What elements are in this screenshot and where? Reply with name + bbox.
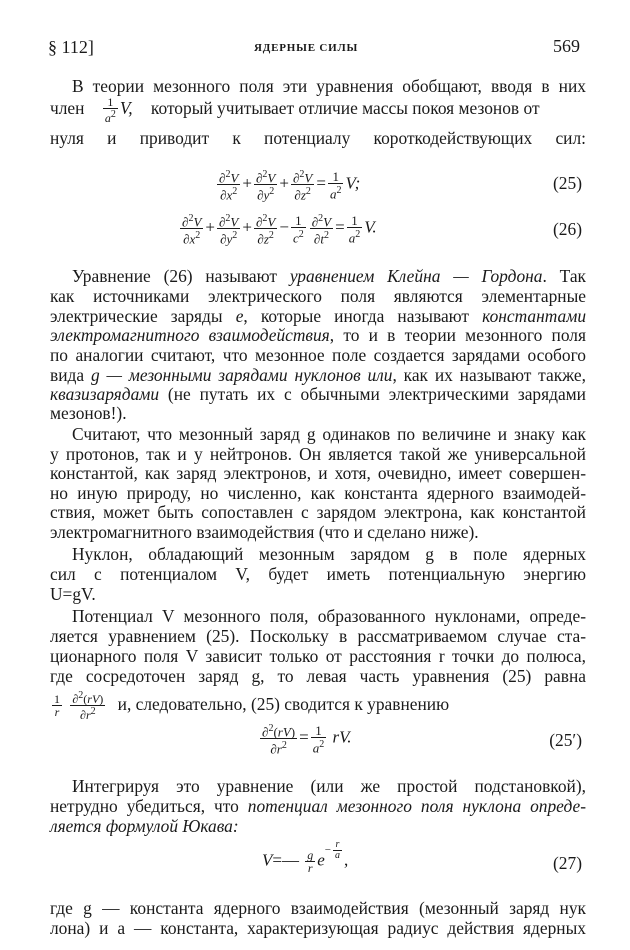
fraction: $\frac{\partial^2(rV)}{\partial r^2}$: [72, 690, 104, 722]
text-line: ционарного поля V зависит только от расстояния r точки до полюса,: [50, 646, 586, 666]
text-line: где g — константа ядерного взаимодействия (мезонный заряд нук: [50, 898, 586, 918]
text-line: В теории мезонного поля эти уравнения обобщают, вводя в них: [72, 76, 586, 96]
text-line: по аналогии считают, что мезонное поле создается зарядами особого: [50, 345, 586, 365]
text-line: ствия, может быть сопоставлен с зарядом электрона, как константой: [50, 502, 586, 522]
text-line: Потенциал V мезонного поля, образованного нуклонами, опреде-: [72, 606, 586, 626]
equation-27: V=— $\frac{g}{r}$ $e^{- \frac{r}{a}}$ ,: [262, 839, 349, 876]
text-line: сил с потенциалом V, будет иметь потенциальную энергию: [50, 564, 586, 584]
equation-number: (26): [553, 219, 582, 239]
text-line: электромагнитного взаимодействия (что и сделано ниже).: [50, 522, 479, 542]
page-number: 569: [553, 36, 580, 56]
equation-25-prime: $\frac{\partial^2(rV)}{\partial r^2}$ = $\frac{1}{a^2}$ rV.: [262, 722, 352, 757]
text-line: $\frac{1}{r}$ $\frac{\partial^2(rV)}{\partial r^2}$ и, следовательно, (25) сводится к уравнению: [54, 690, 450, 722]
text-line: электрические заряды e, которые иногда называют константами: [50, 306, 587, 326]
equation-number: (25): [553, 173, 582, 193]
text-line: константой, как заряд электронов, и хотя, очевидно, имеет совершен-: [50, 463, 586, 483]
text-line: Нуклон, обладающий мезонным зарядом g в поле ядерных: [72, 544, 586, 564]
equation-26: $\frac{\partial^2V}{\partial x^2}$ + $\frac{\partial^2V}{\partial y^2}$ + $\frac{\partial^2V}{\partial z^2}$ − $\frac{1}{c^2}$ $\frac{\partial^2V}{\partial t^2}$ = $\frac{1}{a^2}$ V.: [182, 212, 377, 247]
text-line: электромагнитного взаимодействия, то и в теории мезонного поля: [50, 325, 586, 345]
running-title: ЯДЕРНЫЕ СИЛЫ: [254, 42, 359, 54]
equation-number: (25′): [549, 730, 582, 750]
text-line: где сосредоточен заряд g, то левая часть уравнения (25) равна: [50, 666, 586, 686]
text-line: квазизарядами (не путать их с обычными электрическими зарядами: [50, 384, 586, 404]
text-line: [50, 96, 586, 124]
section-marker: § 112]: [48, 37, 94, 57]
text-line: ляется формулой Юкава:: [50, 816, 239, 836]
text-line: Считают, что мезонный заряд g одинаков по величине и знаку как: [72, 424, 586, 444]
math-symbol: V,: [119, 98, 133, 118]
text-line: вида g — мезонными зарядами нуклонов или, как их называют также,: [50, 365, 586, 385]
text-line: нетрудно убедиться, что потенциал мезонного поля нуклона опреде-: [50, 796, 586, 816]
text-line: Интегрируя это уравнение (или же простой подстановкой),: [72, 776, 586, 796]
text-line: у протонов, так и у нейтронов. Он является такой же универсальной: [50, 444, 586, 464]
text-line: нуля и приводит к потенциалу короткодействующих сил:: [50, 128, 586, 148]
equation-number: (27): [553, 853, 582, 873]
text-line: лона) и a — константа, характеризующая радиус действия ядерных: [50, 918, 586, 938]
fraction: $\frac{1}{a^2}$: [104, 95, 116, 125]
text-line: Уравнение (26) называют уравнением Клейна — Гордона. Так: [72, 266, 586, 286]
text-line: ляется уравнением (25). Поскольку в рассматриваемом случае ста-: [50, 626, 586, 646]
fraction: $\frac{1}{r}$: [54, 692, 60, 719]
text-line: но иную природу, но численно, как константа ядерного взаимодей-: [50, 483, 586, 503]
equation-25: $\frac{\partial^2V}{\partial x^2}$ + $\frac{\partial^2V}{\partial y^2}$ + $\frac{\partial^2V}{\partial z^2}$ = $\frac{1}{a^2}$ V;: [219, 168, 361, 203]
text-fragment: который учитывает отличие массы покоя мезонов от: [150, 98, 540, 118]
text-line: U=gV.: [50, 584, 96, 604]
text-line: мезонов!).: [50, 403, 127, 423]
text-line: как источниками электрического поля являются элементарные: [50, 286, 586, 306]
text-fragment: член: [50, 98, 85, 118]
